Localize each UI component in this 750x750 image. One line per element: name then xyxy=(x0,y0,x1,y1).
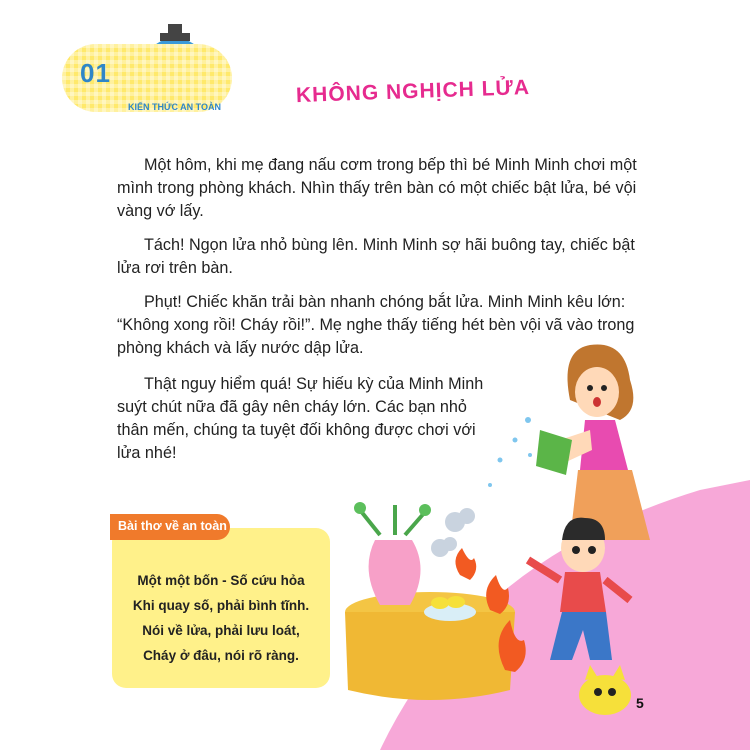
poem-line: Một một bốn - Số cứu hỏa xyxy=(137,573,305,588)
story-paragraph-3: Phụt! Chiếc khăn trải bàn nhanh chóng bắt lửa. Minh Minh kêu lớn: “Không xong rồi! Cháy rồi!”. Mẹ nghe thấy tiếng hét bèn vội vã vào trong phòng khách và lấy nước dập lửa. xyxy=(117,293,635,357)
lesson-subtitle: KIẾN THỨC AN TOÀN xyxy=(128,102,221,112)
story-paragraph-2: Tách! Ngọn lửa nhỏ bùng lên. Minh Minh sợ hãi buông tay, chiếc bật lửa rơi trên bàn. xyxy=(117,236,635,277)
page-title: KHÔNG NGHỊCH LỬA xyxy=(295,75,531,108)
story-paragraph-4-block xyxy=(117,373,497,465)
poem-line: Nói về lửa, phải lưu loát, xyxy=(142,623,300,638)
poem-line: Khi quay số, phải bình tĩnh. xyxy=(132,598,310,613)
story-text xyxy=(117,154,657,371)
vase-icon xyxy=(354,502,431,605)
story-paragraph-1: Một hôm, khi mẹ đang nấu cơm trong bếp thì bé Minh Minh chơi một mình trong phòng khách. Nhìn thấy trên bàn có một chiếc bật lửa, bé vội vàng vớ lấy. xyxy=(117,156,637,220)
lesson-number: 01 xyxy=(80,58,111,88)
mother-figure xyxy=(536,344,650,540)
poem-lines xyxy=(112,568,330,668)
poem-line: Cháy ở đâu, nói rõ ràng. xyxy=(143,648,299,663)
smoke-clouds xyxy=(431,508,475,557)
poem-heading: Bài thơ về an toàn xyxy=(118,519,227,533)
story-paragraph-4: Thật nguy hiểm quá! Sự hiếu kỳ của Minh Minh suýt chút nữa đã gây nên cháy lớn. Các bạn nhỏ thân mến, chúng ta tuyệt đối không được chơi với lửa nhé! xyxy=(117,375,484,462)
page-number: 5 xyxy=(636,695,644,711)
